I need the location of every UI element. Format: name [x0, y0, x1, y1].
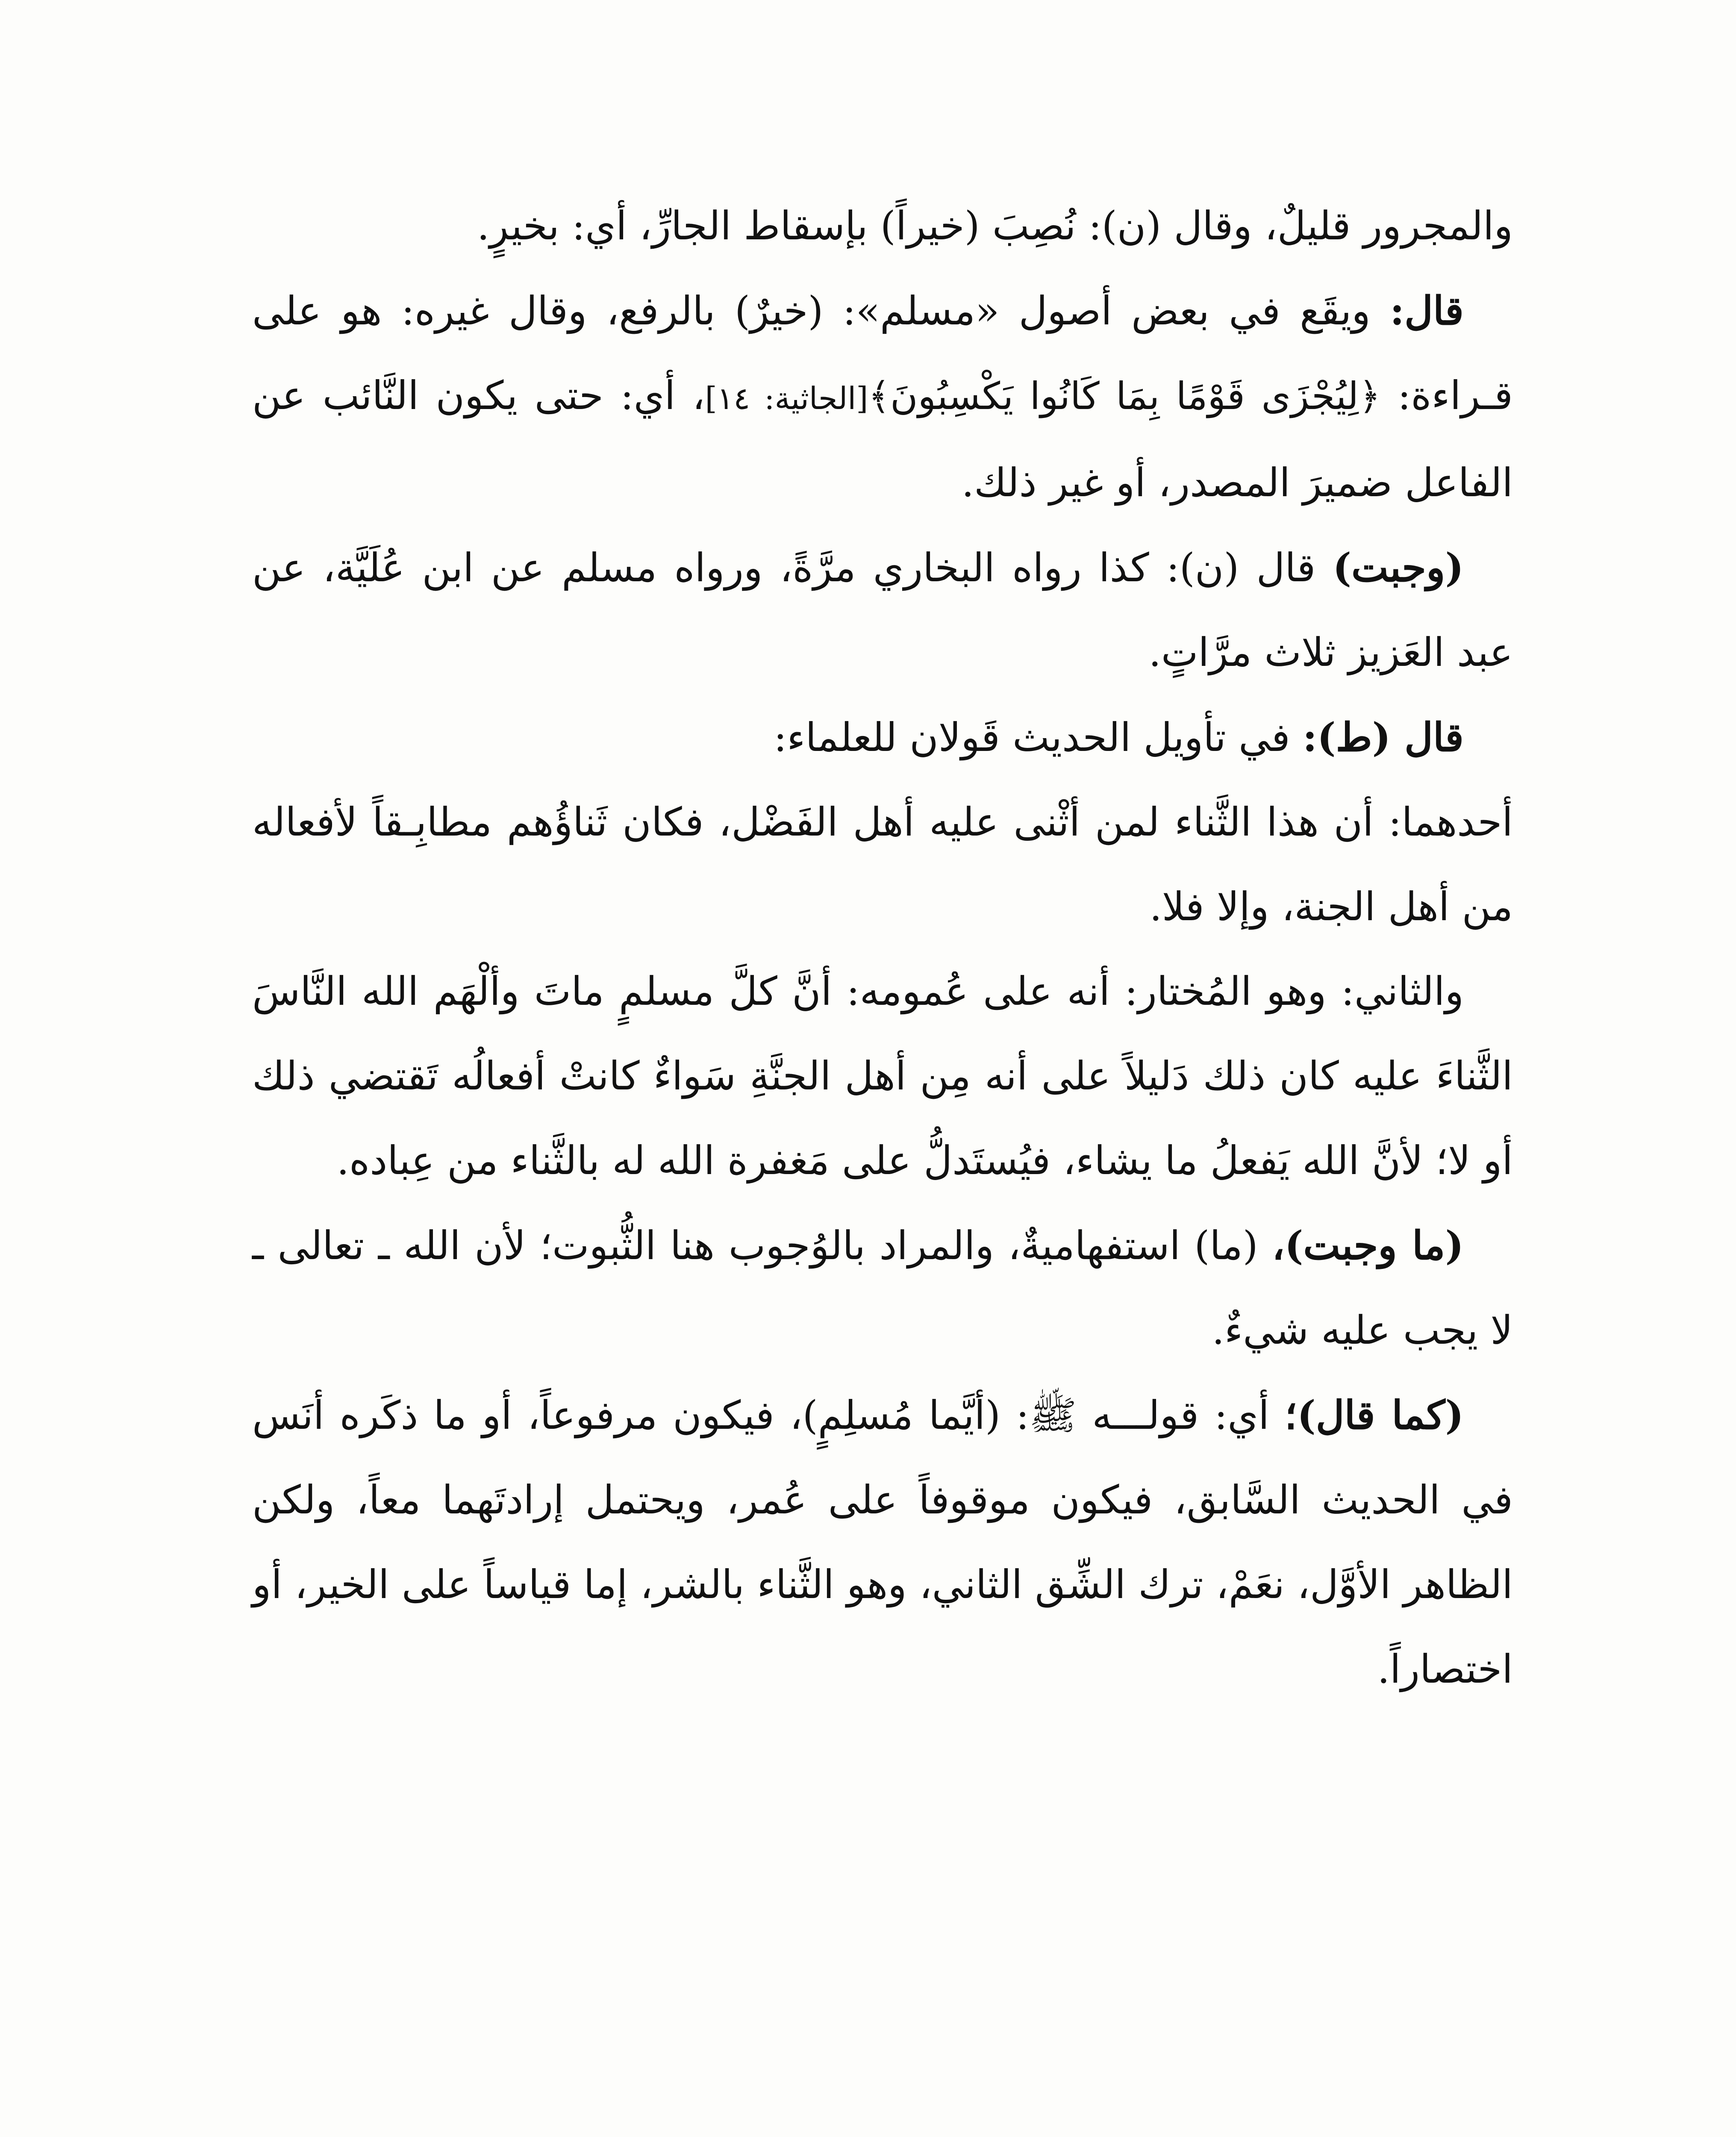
paragraph-text: أي: قولـــه ﷺ: (أيَّما مُسلِمٍ)، فيكون مرفوعاً، أو ما ذكَره أنَس في الحديث السَّابق، فيكون موقوفاً على عُمر، ويحتمل إرادتَهما معاً، ولكن الظاهر الأوَّل، نعَمْ، ترك الشِّق الثاني، وهو الثَّناء بالشر، إما قياساً على الخير، أو اختصاراً. — [252, 1392, 1513, 1692]
paragraph-text: والمجرور قليلٌ، وقال (ن): نُصِبَ (خيراً) بإسقاط الجارِّ، أي: بخيرٍ. — [477, 203, 1513, 249]
paragraph-6 — [252, 949, 1513, 1203]
paragraph-3 — [252, 525, 1513, 695]
paragraph-text: أحدهما: أن هذا الثَّناء لمن أثْنى عليه أهل الفَضْل، فكان ثَناؤُهم مطابِـقاً لأفعاله من أهل الجنة، وإلا فلا. — [252, 799, 1513, 930]
paragraph-text: في تأويل الحديث قَولان للعلماء: — [774, 715, 1303, 760]
paragraph-1 — [252, 184, 1513, 268]
paragraph-4 — [252, 695, 1513, 780]
main-text-block — [252, 184, 1513, 1712]
paragraph-2 — [252, 268, 1513, 525]
quran-verse: ﴿لِيُجْزَى قَوْمًا بِمَا كَانُوا يَكْسِبُونَ﴾ — [868, 374, 1381, 418]
paragraph-lead: (كما قال)؛ — [1284, 1392, 1464, 1438]
paragraph-lead: قال (ط): — [1303, 714, 1464, 760]
paragraph-text: ويقَع في بعض أصول «مسلم»: (خيرٌ) بالرفع، وقال غيره: هو على قـراءة: — [252, 288, 1513, 418]
paragraph-5 — [252, 780, 1513, 949]
paragraph-text: والثاني: وهو المُختار: أنه على عُمومه: أنَّ كلَّ مسلمٍ ماتَ وألْهَم الله النَّاسَ الثَّناءَ عليه كان ذلك دَليلاً على أنه مِن أهل الجنَّةِ سَواءٌ كانتْ أفعالُه تَقتضي ذلك أو لا؛ لأنَّ الله يَفعلُ ما يشاء، فيُستَدلُّ على مَغفرة الله له بالثَّناء من عِباده. — [252, 968, 1513, 1183]
paragraph-lead: (ما وجبت)، — [1272, 1222, 1464, 1269]
paragraph-7 — [252, 1203, 1513, 1373]
paragraph-lead: (وجبت) — [1333, 545, 1464, 591]
verse-reference: [الجاثية: ١٤] — [705, 380, 868, 416]
paragraph-text: (ما) استفهاميةٌ، والمراد بالوُجوب هنا الثُّبوت؛ لأن الله ـ تعالى ـ لا يجب عليه شيءٌ. — [252, 1223, 1513, 1353]
paragraph-text-continued: ، أي: حتى يكون النَّائب عن الفاعل ضميرَ المصدر، أو غير ذلك. — [252, 373, 1513, 506]
paragraph-8 — [252, 1373, 1513, 1712]
paragraph-lead: قال: — [1390, 288, 1464, 334]
paragraph-text: قال (ن): كذا رواه البخاري مرَّةً، ورواه مسلم عن ابن عُلَيَّة، عن عبد العَزيز ثلاث مرَّاتٍ. — [252, 545, 1513, 675]
